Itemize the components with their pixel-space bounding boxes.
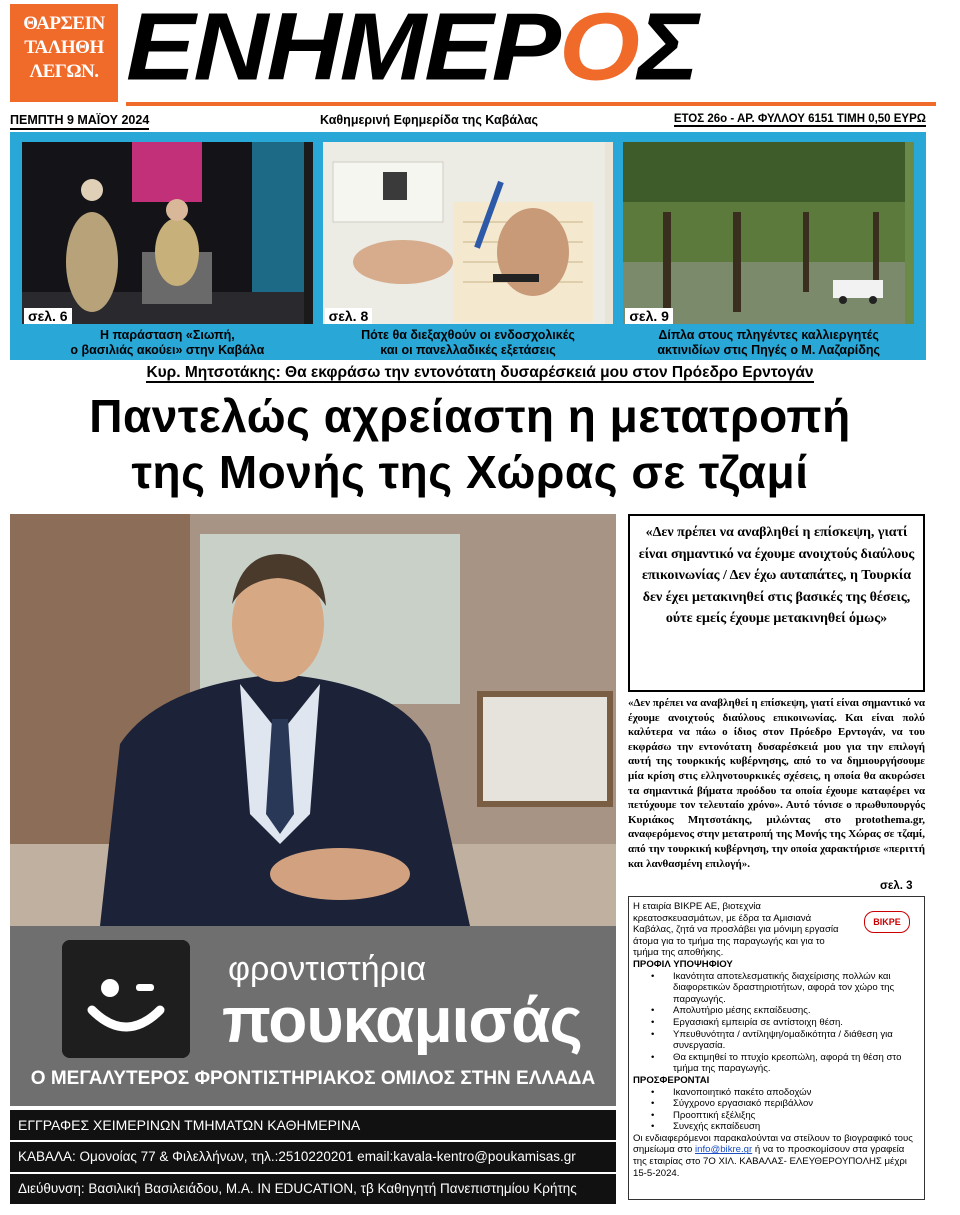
smiley-logo-icon — [62, 940, 190, 1058]
list-item: • Ικανοποιητικό πακέτο αποδοχών — [673, 1087, 920, 1099]
headline-line: της Μονής της Χώρας σε τζαμί — [131, 446, 809, 498]
profile-list — [633, 971, 920, 1075]
job-ad — [628, 896, 925, 1200]
teaser-caption — [623, 328, 914, 358]
teaser-caption — [22, 328, 313, 358]
info-bar — [10, 111, 926, 131]
email-link[interactable]: info@bikre.gr — [695, 1144, 753, 1156]
teaser-strip — [10, 132, 926, 360]
masthead-rule — [126, 102, 936, 106]
caption-line: Δίπλα στους πληγέντες καλλιεργητές — [658, 328, 879, 342]
masthead — [10, 0, 940, 104]
kicker — [0, 364, 960, 382]
issue-info: ΕΤΟΣ 26ο - ΑΡ. ΦΥΛΛΟΥ 6151 ΤΙΜΗ 0,50 ΕΥΡΩ — [673, 113, 926, 125]
slogan-line: ΘΑΡΣΕΙΝ — [23, 13, 105, 34]
ad-line-address: ΚΑΒΑΛΑ: Ομονοίας 77 & Φιλελλήνων, τηλ.:2510220201 email:kavala-kentro@poukamisas.gr — [10, 1142, 616, 1172]
teaser-page-ref: σελ. 8 — [325, 308, 373, 324]
newspaper-logo — [126, 0, 697, 99]
caption-line: ακτινιδίων στις Πηγές ο Μ. Λαζαρίδης — [657, 343, 880, 357]
ad-brand: πουκαμισάς — [222, 984, 582, 1056]
paper-subtitle: Καθημερινή Εφημερίδα της Καβάλας — [320, 113, 539, 127]
ad-line-director: Διεύθυνση: Βασιλική Βασιλειάδου, Μ.Α. IN EDUCATION, τβ Καθηγητή Πανεπιστημίου Κρήτης — [10, 1174, 616, 1204]
list-item: • Απολυτήριο μέσης εκπαίδευσης. — [673, 1005, 920, 1017]
logo-part: ΕΝΗΜΕΡ — [126, 0, 559, 101]
headline — [0, 388, 940, 500]
logo-part: Σ — [637, 0, 698, 101]
job-intro: Η εταιρία ΒΙΚΡΕ ΑΕ, βιοτεχνία κρεατοσκευασμάτων, με έδρα τα Αμισιανά Καβάλας, ζητά να προσλάβει για μόνιμη εργασία άτομα για το τμήμα της παραγωγής και για το τμήμα της αποθήκης. — [633, 901, 839, 959]
pull-quote: «Δεν πρέπει να αναβληθεί η επίσκεψη, γιατί είναι σημαντικό να έχουμε ανοιχτούς διαύλους επικοινωνίας / Δεν έχω αυταπάτες, η Τουρκία δεν έχει μετακινηθεί στις βασικές της θέσεις, ούτε εμείς έχουμε μετακινηθεί όμως» — [628, 514, 925, 692]
list-item: • Προοπτική εξέλιξης — [673, 1110, 920, 1122]
job-outro — [633, 1133, 920, 1179]
tutoring-ad[interactable] — [10, 926, 616, 1106]
teaser-caption — [323, 328, 614, 358]
teaser-kiwi[interactable] — [623, 142, 914, 360]
list-item: • Ικανότητα αποτελεσματικής διαχείρισης πολλών και διαφορετικών δραστηριοτήτων, αφορά τον χώρο της παραγωγής. — [673, 971, 920, 1006]
article-body: «Δεν πρέπει να αναβληθεί η επίσκεψη, γιατί είναι σημαντικό να έχουμε ανοιχτούς διαύλους επικοινωνίας. Και είναι πολύ καλύτερα να πάω ο ίδιος στον Πρόεδρο Ερντογάν, να του εκφράσω την εντονότατη δυσαρέσκειά μου για την επιλογή αυτή της τουρκικής κυβέρνησης, από το να δημιουργήσουμε μία κρίση στις ελληνοτουρκικές σχέσεις, η οποία θα ακυρώσει τα σημαντικά βήματα προόδου τα οποία έχουμε καταφέρει να πετύχουμε τον τελευταίο χρόνο». Αυτό τόνισε ο πρωθυπουργός Κυριάκος Μητσοτάκης, μιλώντας στο protothema.gr, αναφερόμενος στην μετατροπή της Μονής της Χώρας σε τζαμί, από την τουρκική κυβέρνηση, την οποία χαρακτήρισε «περιττή και λανθασμένη επιλογή». — [628, 697, 925, 870]
teaser-page-ref: σελ. 6 — [24, 308, 72, 324]
profile-title: ΠΡΟΦΙΛ ΥΠΟΨΗΦΙΟΥ — [633, 958, 733, 970]
exam-photo — [323, 142, 614, 324]
logo-o-letter: Ο — [558, 0, 638, 101]
outro-text: ή να το προσκομίσουν στα γραφεία της εταιρίας στο 7Ο ΧΙΛ. ΚΑΒΑΛΑΣ- ΕΛΕΥΘΕΡΟΥΠΟΛΗΣ μέχρι 15-5-2024. — [633, 1144, 907, 1179]
offer-title: ΠΡΟΣΦΕΡΟΝΤΑΙ — [633, 1074, 710, 1086]
article-page-ref: σελ. 3 — [880, 880, 913, 892]
list-item: • Θα εκτιμηθεί το πτυχίο κρεοπώλη, αφορά τη θέση στο τμήμα της παραγωγής. — [673, 1052, 920, 1075]
ad-line-registration: ΕΓΓΡΑΦΕΣ ΧΕΙΜΕΡΙΝΩΝ ΤΜΗΜΑΤΩΝ ΚΑΘΗΜΕΡΙΝΑ — [10, 1110, 616, 1140]
caption-line: Πότε θα διεξαχθούν οι ενδοσχολικές — [361, 328, 575, 342]
teaser-exams[interactable] — [323, 142, 614, 360]
main-photo — [10, 514, 616, 926]
theatre-photo — [22, 142, 313, 324]
outro-text: Οι ενδιαφερόμενοι παρακαλούνται να στείλουν το βιογραφικό τους σημείωμα στο — [633, 1132, 913, 1156]
bikre-logo: ΒΙΚΡΕ — [864, 911, 910, 933]
headline-line: Παντελώς αχρείαστη η μετατροπή — [89, 390, 851, 442]
slogan-line: ΤΑΛΗΘΗ — [24, 37, 104, 58]
list-item: • Εργασιακή εμπειρία σε αντίστοιχη θέση. — [673, 1017, 920, 1029]
teaser-page-ref: σελ. 9 — [625, 308, 673, 324]
slogan-line: ΛΕΓΩΝ. — [29, 61, 99, 82]
list-item: • Σύγχρονο εργασιακό περιβάλλον — [673, 1098, 920, 1110]
kicker-text: Κυρ. Μητσοτάκης: Θα εκφράσω την εντονότατη δυσαρέσκειά μου στον Πρόεδρο Ερντογάν — [146, 364, 814, 381]
caption-line: και οι πανελλαδικές εξετάσεις — [380, 343, 556, 357]
ad-top-text: φροντιστήρια — [228, 950, 427, 988]
issue-date: ΠΕΜΠΤΗ 9 ΜΑΪΟΥ 2024 — [10, 113, 149, 130]
offer-list — [633, 1087, 920, 1133]
caption-line: ο βασιλιάς ακούει» στην Καβάλα — [70, 343, 265, 357]
list-item: • Υπευθυνότητα / αντίληψη/ομαδικότητα / διάθεση για συνεργασία. — [673, 1029, 920, 1052]
ad-slogan: Ο ΜΕΓΑΛΥΤΕΡΟΣ ΦΡΟΝΤΙΣΤΗΡΙΑΚΟΣ ΟΜΙΛΟΣ ΣΤΗΝ ΕΛΛΑΔΑ — [30, 1068, 596, 1089]
teaser-theatre[interactable] — [22, 142, 313, 360]
kiwi-orchard-photo — [623, 142, 914, 324]
list-item: • Συνεχής εκπαίδευση — [673, 1121, 920, 1133]
caption-line: Η παράσταση «Σιωπή, — [99, 328, 235, 342]
masthead-slogan — [10, 4, 118, 102]
